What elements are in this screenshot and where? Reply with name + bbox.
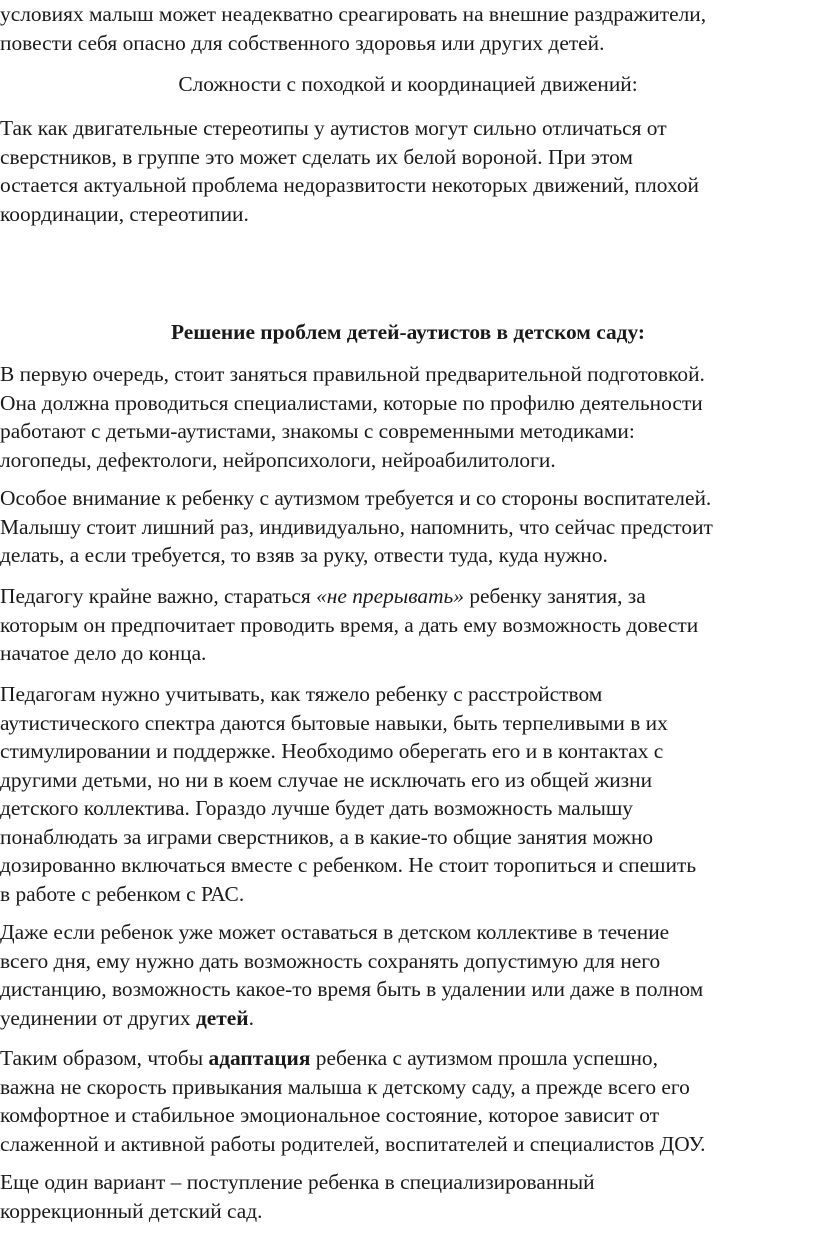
paragraph-distance bbox=[0, 918, 816, 1032]
text-line: дистанцию, возможность какое-то время быть в удалении или даже в полном bbox=[0, 977, 704, 1001]
text-line: другими детьми, но ни в коем случае не исключать его из общей жизни bbox=[0, 767, 653, 792]
paragraph-skills bbox=[0, 680, 816, 908]
text-line: всего дня, ему нужно дать возможность сохранять допустимую для него bbox=[0, 948, 661, 973]
text-line: сверстников, в группе это может сделать их белой вороной. При этом bbox=[0, 144, 633, 169]
text-line: понаблюдать за играми сверстников, а в какие-то общие занятия можно bbox=[0, 824, 654, 849]
text-line: Даже если ребенок уже может оставаться в детском коллективе в течение bbox=[0, 920, 670, 944]
text-run: уединении от других bbox=[0, 1005, 196, 1030]
text-run: Педагогу крайне важно, стараться bbox=[0, 584, 317, 608]
text-line: комфортное и стабильное эмоциональное состояние, которое зависит от bbox=[0, 1103, 660, 1127]
text-line: начатое дело до конца. bbox=[0, 641, 207, 665]
text-line: дозированно включаться вместе с ребенком. Не стоит торопиться и спешить bbox=[0, 853, 697, 877]
text-line: в работе с ребенком с РАС. bbox=[0, 881, 245, 906]
text-line: повести себя опасно для собственного здоровья или других детей. bbox=[0, 30, 605, 55]
paragraph-adaptation bbox=[0, 1044, 816, 1158]
text-line: Так как двигательные стереотипы у аутистов могут сильно отличаться от bbox=[0, 116, 667, 140]
text-line: остается актуальной проблема недоразвитости некоторых движений, плохой bbox=[0, 173, 699, 197]
text-run: ребенку занятия, за bbox=[464, 584, 646, 608]
text-run: ребенка с аутизмом прошла успешно, bbox=[310, 1046, 658, 1070]
text-run: Таким образом, чтобы bbox=[0, 1046, 209, 1070]
text-line bbox=[0, 582, 816, 611]
text-line: стимулировании и поддержке. Необходимо оберегать его и в контактах с bbox=[0, 739, 664, 763]
text-line: важна не скорость привыкания малыша к детскому саду, а прежде всего его bbox=[0, 1074, 690, 1099]
text-line: В первую очередь, стоит заняться правильной предварительной подготовкой. bbox=[0, 362, 705, 386]
text-line: делать, а если требуется, то взяв за руку, отвести туда, куда нужно. bbox=[0, 543, 608, 567]
text-line: Малышу стоит лишний раз, индивидуально, напомнить, что сейчас предстоит bbox=[0, 514, 713, 539]
text-line: работают с детьми-аутистами, знакомы с современными методиками: bbox=[0, 419, 635, 443]
text-line: слаженной и активной работы родителей, воспитателей и специалистов ДОУ. bbox=[0, 1131, 706, 1156]
text-line bbox=[0, 1044, 816, 1073]
section-heading-solutions: Решение проблем детей-аутистов в детском саду: bbox=[170, 320, 646, 344]
text-line: Особое внимание к ребенку с аутизмом требуется и со стороны воспитателей. bbox=[0, 486, 712, 510]
text-line: условиях малыш может неадекватно среагировать на внешние раздражители, bbox=[0, 2, 707, 26]
text-line: коррекционный детский сад. bbox=[0, 1198, 263, 1223]
text-line: Педагогам нужно учитывать, как тяжело ребенку с расстройством bbox=[0, 682, 603, 706]
italic-quote: «не прерывать» bbox=[316, 584, 464, 608]
bold-term-children: детей bbox=[195, 1005, 249, 1030]
text-line: координации, стереотипии. bbox=[0, 201, 249, 226]
paragraph-preparation bbox=[0, 360, 816, 474]
paragraph-specialized-kindergarten bbox=[0, 1168, 816, 1225]
paragraph-caregivers bbox=[0, 484, 816, 570]
paragraph-intro bbox=[0, 0, 816, 57]
text-line: аутистического спектра даются бытовые навыки, быть терпеливыми в их bbox=[0, 710, 668, 735]
text-line: которым он предпочитает проводить время, а дать ему возможность довести bbox=[0, 612, 699, 637]
text-line: логопеды, дефектологи, нейропсихологи, нейроабилитологи. bbox=[0, 447, 556, 472]
bold-term-adaptation: адаптация bbox=[208, 1046, 311, 1070]
paragraph-gait bbox=[0, 114, 816, 228]
text-line: Она должна проводиться специалистами, которые по профилю деятельности bbox=[0, 390, 703, 415]
text-run: . bbox=[248, 1005, 254, 1030]
paragraph-teacher bbox=[0, 582, 816, 668]
text-line bbox=[0, 1004, 816, 1033]
subheading-gait: Сложности с походкой и координацией движений: bbox=[178, 72, 638, 96]
text-line: Еще один вариант – поступление ребенка в специализированный bbox=[0, 1170, 595, 1194]
text-line: детского коллектива. Гораздо лучше будет дать возможность малышу bbox=[0, 796, 633, 820]
